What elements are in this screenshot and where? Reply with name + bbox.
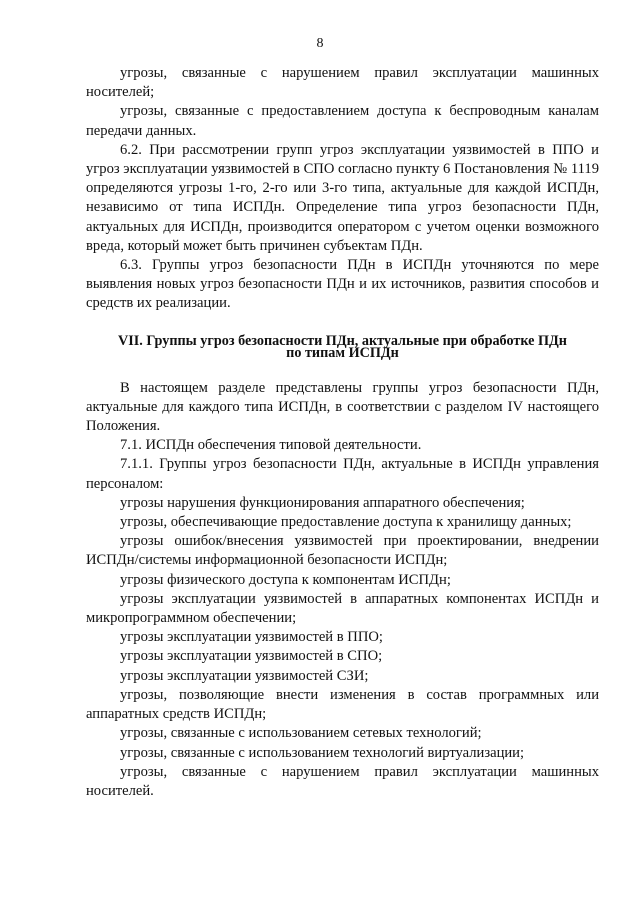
list-item: угрозы эксплуатации уязвимостей в ППО; [120, 629, 383, 646]
list-item: угрозы, связанные с использованием технологий виртуализации; [120, 744, 525, 761]
section-heading [86, 332, 599, 361]
paragraph: угрозы, связанные с предоставлением доступа к беспроводным каналам передачи данных. [86, 103, 599, 139]
list-item: угрозы эксплуатации уязвимостей СЗИ; [120, 667, 369, 684]
document-body [86, 64, 599, 801]
paragraph: 6.3. Группы угроз безопасности ПДн в ИСПДн уточняются по мере выявления новых угроз безопасности ПДн и их источников, развития способов и средств их реализации. [86, 257, 599, 312]
list-item: угрозы, связанные с нарушением правил эксплуатации машинных носителей. [86, 763, 599, 799]
list-item: угрозы физического доступа к компонентам ИСПДн; [120, 571, 451, 588]
list-item: угрозы эксплуатации уязвимостей в СПО; [120, 648, 383, 665]
list-item: угрозы нарушения функционирования аппаратного обеспечения; [120, 494, 525, 511]
list-item: угрозы, обеспечивающие предоставление доступа к хранилищу данных; [120, 514, 572, 531]
paragraph: 7.1. ИСПДн обеспечения типовой деятельности. [120, 437, 422, 454]
section-heading-line-1: VII. Группы угроз безопасности ПДн, актуальные при обработке ПДн [118, 332, 567, 349]
paragraph: 7.1.1. Группы угроз безопасности ПДн, актуальные в ИСПДн управления персоналом: [86, 456, 599, 492]
list-item: угрозы эксплуатации уязвимостей в аппаратных компонентах ИСПДн и микропрограммном обеспечении; [86, 590, 599, 627]
list-item: угрозы, позволяющие внести изменения в состав программных или аппаратных средств ИСПДн; [86, 686, 599, 723]
section-heading-line-2: по типам ИСПДн [286, 344, 399, 361]
paragraph: угрозы, связанные с нарушением правил эксплуатации машинных носителей; [86, 65, 599, 101]
page-number: 8 [316, 36, 324, 51]
paragraph: 6.2. При рассмотрении групп угроз эксплуатации уязвимостей в ППО и угроз эксплуатации уязвимостей в СПО согласно пункту 6 Постановления № 1119 определяются угрозы 1-го, 2-го или 3-го типа, актуальные для каждой ИСПДн, независимо от типа ИСПДн. Определение типа угроз безопасности ПДн, актуальных для ИСПДн, производится оператором с учетом оценки возможного вреда, который может быть причинен субъектам ПДн. [86, 141, 599, 254]
list-item: угрозы ошибок/внесения уязвимостей при проектировании, внедрении ИСПДн/системы информационной безопасности ИСПДн; [86, 533, 599, 569]
paragraph: В настоящем разделе представлены группы угроз безопасности ПДн, актуальные для каждого типа ИСПДн, в соответствии с разделом IV настоящего Положения. [86, 379, 599, 435]
list-item: угрозы, связанные с использованием сетевых технологий; [120, 725, 482, 742]
